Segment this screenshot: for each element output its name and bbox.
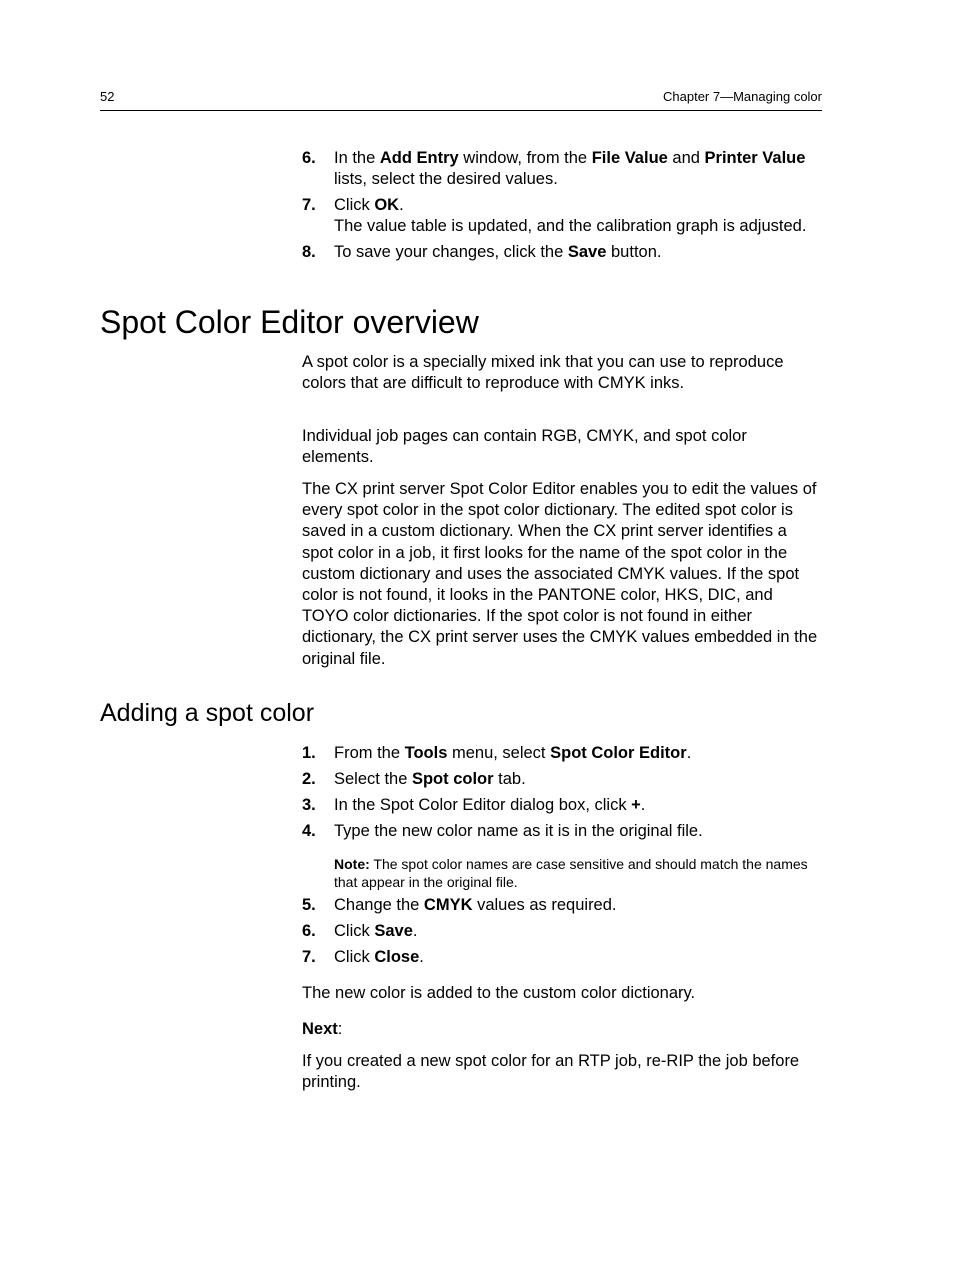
- steps-list-adding-a: [302, 743, 822, 847]
- step-emphasis: OK: [374, 196, 400, 214]
- step-emphasis: File Value: [591, 149, 668, 167]
- chapter-title: Chapter 7—Managing color: [663, 89, 822, 104]
- step-emphasis: CMYK: [423, 896, 473, 914]
- step-text: values as required.: [472, 896, 617, 914]
- step-item: [302, 921, 822, 942]
- step-text: lists, select the desired values.: [334, 170, 558, 188]
- step-text: From the: [334, 744, 405, 762]
- step-text: .: [412, 922, 418, 940]
- step-text: .: [640, 796, 646, 814]
- step-emphasis: Save: [567, 243, 607, 261]
- step-number: 8.: [302, 243, 316, 261]
- step-number: 3.: [302, 796, 316, 814]
- note-text: The spot color names are case sensitive and should match the names that appear in the original file.: [334, 856, 808, 890]
- step-emphasis: Printer Value: [704, 149, 806, 167]
- page-number: 52: [100, 89, 115, 104]
- step-number: 5.: [302, 896, 316, 914]
- step-text: Click: [334, 922, 375, 940]
- steps-list-top: [302, 148, 822, 268]
- step-text: .: [399, 196, 404, 214]
- step-text: and: [667, 149, 705, 167]
- step-number: 1.: [302, 744, 316, 762]
- paragraph-job-pages: Individual job pages can contain RGB, CMYK, and spot color elements.: [302, 427, 747, 467]
- step-text: In the: [334, 149, 380, 167]
- note: [334, 855, 814, 891]
- step-number: 7.: [302, 948, 316, 966]
- step-text: Change the: [334, 896, 424, 914]
- paragraph-spot-color-definition: A spot color is a specially mixed ink that you can use to reproduce colors that are difficult to reproduce with CMYK inks.: [302, 353, 784, 393]
- step-item: [302, 148, 822, 190]
- next-colon: :: [337, 1020, 343, 1038]
- step-number: 6.: [302, 149, 316, 167]
- step-item: [302, 947, 822, 968]
- step-emphasis: Close: [374, 948, 420, 966]
- step-item: [302, 821, 822, 842]
- step-text: Click: [334, 948, 375, 966]
- step-text: Click: [334, 196, 375, 214]
- step-text: .: [419, 948, 424, 966]
- step-text: The value table is updated, and the calibration graph is adjusted.: [334, 217, 807, 235]
- step-item: [302, 242, 822, 263]
- step-text: Select the: [334, 770, 412, 788]
- next-label: Next: [302, 1020, 338, 1038]
- step-item: [302, 795, 822, 816]
- step-text: menu, select: [447, 744, 551, 762]
- next-heading: [302, 1019, 822, 1040]
- section-title: Spot Color Editor overview: [100, 304, 479, 340]
- step-item: [302, 769, 822, 790]
- step-text: In the Spot Color Editor dialog box, click: [334, 796, 632, 814]
- step-item: [302, 895, 822, 916]
- step-number: 2.: [302, 770, 316, 788]
- step-emphasis: Save: [374, 922, 413, 940]
- step-text: window, from the: [458, 149, 592, 167]
- result-text: The new color is added to the custom color dictionary.: [302, 984, 696, 1002]
- step-emphasis: Tools: [404, 744, 448, 762]
- step-emphasis: Spot color: [411, 770, 494, 788]
- subsection-title: Adding a spot color: [100, 699, 315, 727]
- step-text: To save your changes, click the: [334, 243, 568, 261]
- next-text: If you created a new spot color for an RTP job, re-RIP the job before printing.: [302, 1052, 800, 1092]
- step-item: [302, 195, 822, 237]
- step-emphasis: +: [631, 796, 641, 814]
- step-number: 6.: [302, 922, 316, 940]
- step-emphasis: Spot Color Editor: [550, 744, 687, 762]
- step-number: 4.: [302, 822, 316, 840]
- step-text: tab.: [493, 770, 526, 788]
- step-text: Type the new color name as it is in the original file.: [334, 822, 703, 840]
- step-emphasis: Add Entry: [379, 149, 459, 167]
- step-text: button.: [606, 243, 662, 261]
- note-label: Note:: [334, 856, 370, 872]
- step-item: [302, 743, 822, 764]
- steps-list-adding-b: [302, 895, 822, 973]
- step-number: 7.: [302, 196, 316, 214]
- step-text: .: [686, 744, 692, 762]
- paragraph-editor-description: The CX print server Spot Color Editor enables you to edit the values of every spot color in the spot color dictionary. The edited spot color is saved in a custom dictionary. When the CX print server identifies a spot color in a job, it first looks for the name of the spot color in the custom dictionary and uses the associated CMYK values. If the spot color is not found, it looks in the PANTONE color, HKS, DIC, and TOYO color dictionaries. If the spot color is not found in either dictionary, the CX print server uses the CMYK values embedded in the original file.: [302, 480, 818, 668]
- page-header: [100, 88, 822, 111]
